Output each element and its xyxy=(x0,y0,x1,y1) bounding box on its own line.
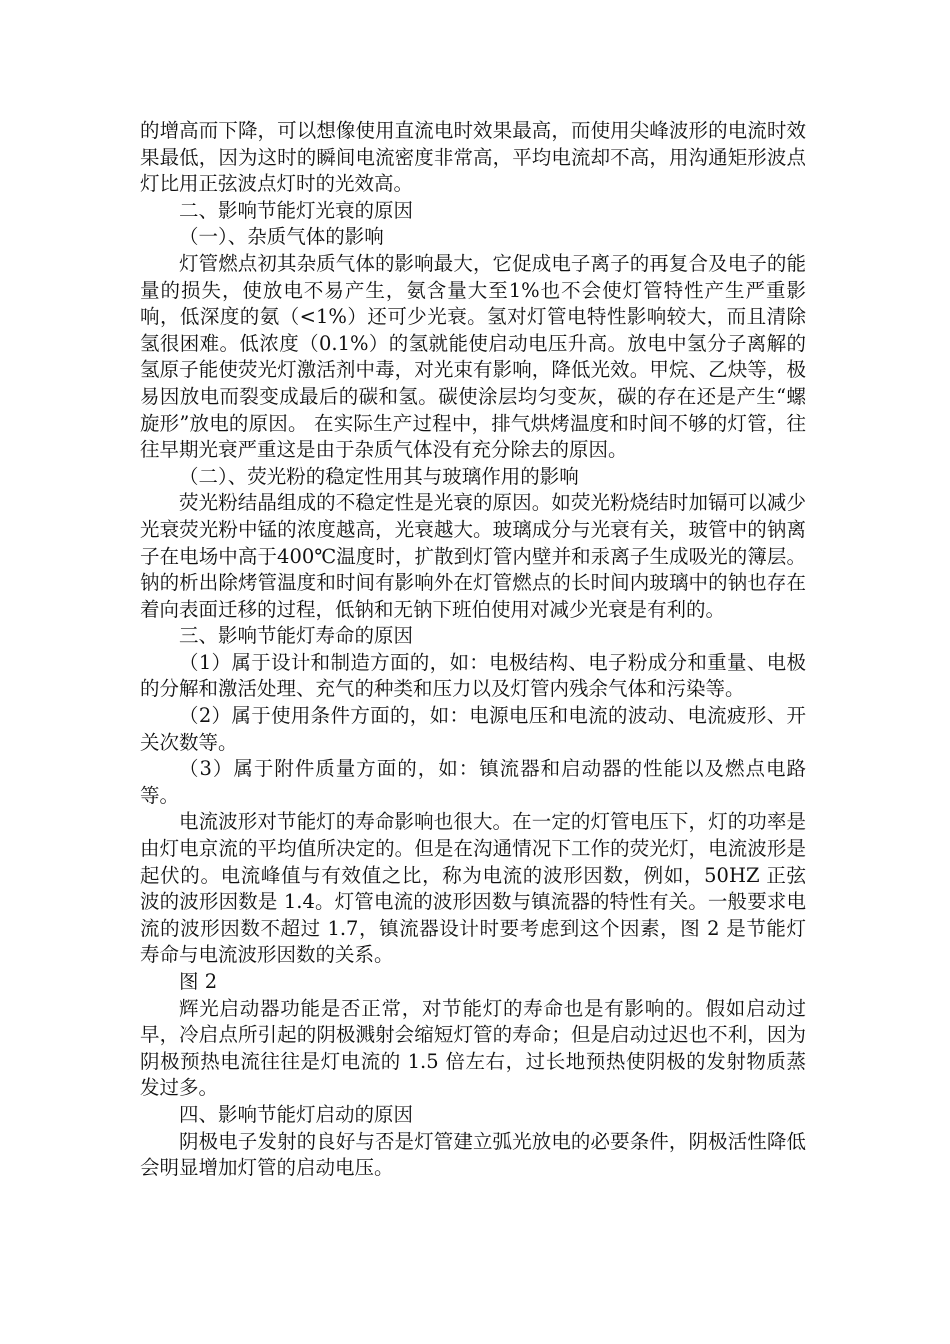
paragraph-current-waveform: 电流波形对节能灯的寿命影响也很大。在一定的灯管电压下，灯的功率是由灯电京流的平均值所决定的。但是在沟通情况下工作的荧光灯，电流波形是起伏的。电流峰值与有效值之比，称为电流的波形因数，例如，50HZ 正弦波的波形因数是 1.4。灯管电流的波形因数与镇流器的特性有关。一般要求电流的波形因数不超过 1.7，镇流器设计时要考虑到这个因素，图 2 是节能灯寿命与电流波形因数的关系。 xyxy=(140,810,806,967)
list-item-3: （3）属于附件质量方面的，如：镇流器和启动器的性能以及燃点电路等。 xyxy=(140,757,806,807)
paragraph-phosphor-glass: 荧光粉结晶组成的不稳定性是光衰的原因。如荧光粉烧结时加镉可以减少光衰荧光粉中锰的浓度越高，光衰越大。玻璃成分与光衰有关，玻管中的钠离子在电场中高于400℃温度时，扩散到灯管内壁并和汞离子生成吸光的簿层。钠的析出除烤管温度和时间有影响外在灯管燃点的长时间内玻璃中的钠也存在着向表面迁移的过程，低钠和无钠下班伯使用对减少光衰是有利的。 xyxy=(140,491,806,621)
paragraph-glow-starter: 辉光启动器功能是否正常，对节能灯的寿命也是有影响的。假如启动过早，冷启点所引起的阴极溅射会缩短灯管的寿命；但是启动过迟也不利，因为阴极预热电流往往是灯电流的 1.5 倍左右，过长地预热使阴极的发射物质蒸发过多。 xyxy=(140,996,806,1100)
figure-caption: 图 2 xyxy=(179,970,218,993)
paragraph-impurity-gas: 灯管燃点初其杂质气体的影响最大，它促成电子离子的再复合及电子的能量的损失，使放电不易产生，氨含量大至1%也不会使灯管特性产生严重影响，低深度的氨（<1%）还可少光衰。氢对灯管电特性影响较大，而且清除氢很困难。低浓度（0.1%）的氢就能使启动电压升高。放电中氢分子离解的氢原子能使荧光灯激活剂中毒，对光束有影响，降低光效。甲烷、乙炔等，极易因放电而裂变成最后的碳和氢。碳使涂层均匀变灰，碳的存在还是产生“螺旋形”放电的原因。 在实际生产过程中，排气烘烤温度和时间不够的灯管，往往早期光衰严重这是由于杂质气体没有充分除去的原因。 xyxy=(140,251,806,462)
subsection-heading-2-2: （二）、荧光粉的稳定性用其与玻璃作用的影响 xyxy=(179,464,579,488)
document-page xyxy=(140,118,806,1182)
section-heading-2: 二、影响节能灯光衰的原因 xyxy=(179,198,414,222)
subsection-heading-2-1: （一）、杂质气体的影响 xyxy=(179,225,384,249)
section-heading-4: 四、影响节能灯启动的原因 xyxy=(179,1102,414,1126)
paragraph-cathode-emission: 阴极电子发射的良好与否是灯管建立弧光放电的必要条件，阴极活性降低会明显增加灯管的启动电压。 xyxy=(140,1129,806,1180)
list-item-1: （1）属于设计和制造方面的，如：电极结构、电子粉成分和重量、电极的分解和激活处理、充气的种类和压力以及灯管内残余气体和污染等。 xyxy=(140,650,806,701)
list-item-2: （2）属于使用条件方面的，如：电源电压和电流的波动、电流疲形、开关次数等。 xyxy=(140,704,806,754)
section-heading-3: 三、影响节能灯寿命的原因 xyxy=(179,624,414,648)
paragraph-continuation: 的增高而下降，可以想像使用直流电时效果最高，而使用尖峰波形的电流时效果最低，因为这时的瞬间电流密度非常高，平均电流却不高，用沟通矩形波点灯比用正弦波点灯时的光效高。 xyxy=(140,119,806,196)
